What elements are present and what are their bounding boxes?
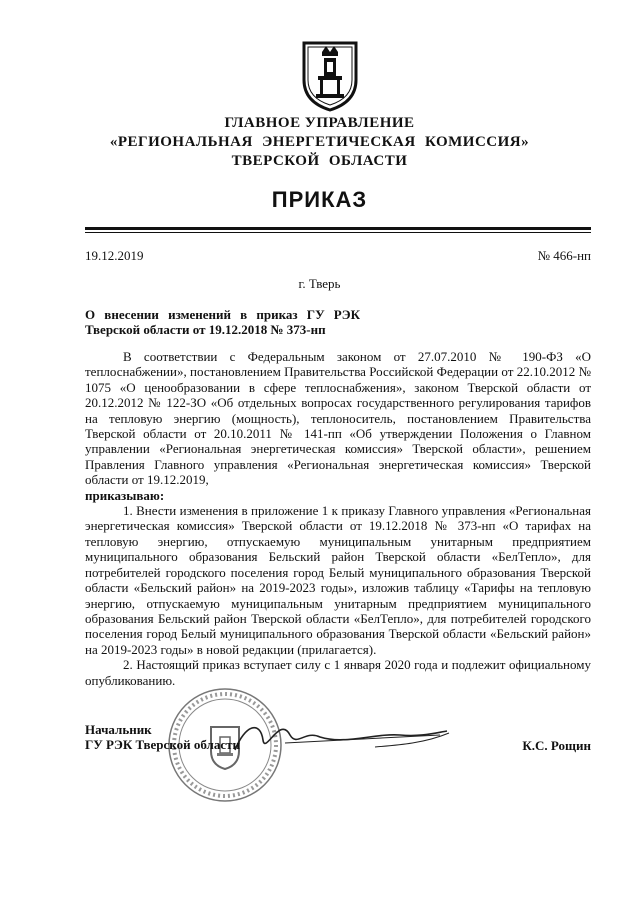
- document-subject: О внесении изменений в приказ ГУ РЭК Тверской области от 19.12.2018 № 373-нп: [85, 307, 360, 337]
- signatory-position-line1: Начальник: [85, 722, 152, 737]
- header-divider-thick: [85, 227, 591, 230]
- document-date: 19.12.2019: [85, 248, 144, 263]
- header-divider-thin: [85, 232, 591, 233]
- document-title: ПРИКАЗ: [271, 187, 368, 212]
- decree-word: приказываю:: [85, 487, 165, 503]
- preamble-paragraph: В соответствии с Федеральным законом от 27.07.2010 № 190-ФЗ «О теплоснабжении», постановлением Правительства Российской Федерации от 22.10.2012 № 1075 «О ценообразовании в сфере теплоснабжения», законом Тверской области от 20.12.2012 № 122-ЗО «Об отдельных вопросах государственного регулирования тарифов на тепловую энергию (мощность), теплоноситель, постановлением Правительства Тверской области от 20.10.2011 № 141-пп «Об утверждении Положения о Главном управлении «Региональная энергетическая комиссия» Тверской области», решением Правления Главного управления «Региональная энергетическая комиссия» Тверской области от 19.12.2019,: [85, 349, 591, 488]
- signatory-position: [85, 722, 240, 752]
- signatory-position-line2: ГУ РЭК Тверской области: [85, 737, 240, 752]
- org-name-line2: «РЕГИОНАЛЬНАЯ ЭНЕРГЕТИЧЕСКАЯ КОМИССИЯ»: [109, 134, 530, 150]
- document-city: г. Тверь: [298, 276, 341, 291]
- document-body: [85, 349, 591, 688]
- item-1-paragraph: 1. Внести изменения в приложение 1 к приказу Главного управления «Региональная энергетическая комиссия» Тверской области от 19.12.2018 № 373-нп «О тарифах на тепловую энергию, отпускаемую муниципальным унитарным предприятием муниципального образования Бельский район Тверской области «БелТепло», для потребителей городского поселения город Белый муниципального образования Тверской области «Бельский район» на 2019-2023 годы», изложив таблицу «Тарифы на тепловую энергию, отпускаемую муниципальным унитарным предприятием муниципального образования Бельский район Тверской области «БелТепло», для потребителей городского поселения город Белый муниципального образования Тверской области «Бельский район» на 2019-2023 годы» в новой редакции (прилагается).: [85, 503, 591, 657]
- signatory-name: К.С. Рощин: [522, 738, 591, 753]
- tver-coat-of-arms-icon: [300, 40, 360, 112]
- org-name-line1: ГЛАВНОЕ УПРАВЛЕНИЕ: [224, 115, 415, 131]
- handwritten-signature-icon: [225, 705, 455, 765]
- item-2-paragraph: 2. Настоящий приказ вступает силу с 1 января 2020 года и подлежит официальному опубликованию.: [85, 657, 591, 688]
- org-name-line3: ТВЕРСКОЙ ОБЛАСТИ: [231, 153, 408, 169]
- document-number: № 466-нп: [537, 248, 591, 263]
